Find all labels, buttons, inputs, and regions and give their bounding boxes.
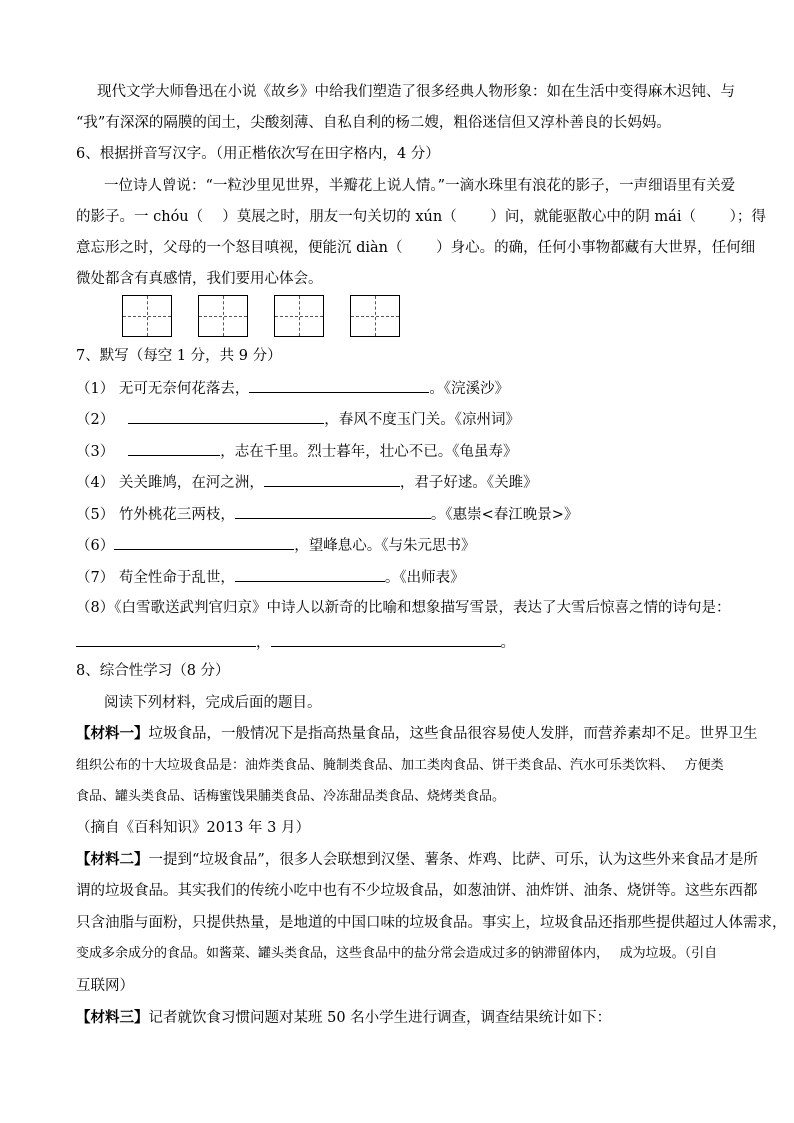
q7-item-6-suffix: ，望峰息心。《与朱元思书》 xyxy=(294,538,476,554)
q7-item-5-suffix: 。《惠崇<春江晚景>》 xyxy=(430,507,579,523)
q7-item-3-prefix: （3） xyxy=(76,444,115,460)
q7-item-5 xyxy=(76,504,578,525)
q7-item-8-answer xyxy=(76,632,515,653)
q7-item-8: （8）《白雪歌送武判官归京》中诗人以新奇的比喻和想象描写雪景，表达了大雪后惊喜之情的诗句是： xyxy=(76,600,731,616)
q7-item-8-blank-2[interactable] xyxy=(271,632,501,647)
q7-item-2-suffix: ，春风不度玉门关。《凉州词》 xyxy=(324,412,520,428)
writing-grid-box-2[interactable] xyxy=(198,295,248,337)
material-2-line-5: 互联网） xyxy=(76,978,134,994)
material-1-line-1 xyxy=(76,724,758,744)
q7-item-4-suffix: ，君子好逑。《关雎》 xyxy=(399,475,538,491)
writing-grid-box-1[interactable] xyxy=(122,295,172,337)
material-3-line-1 xyxy=(76,1008,611,1028)
material-2-label: 【材料二】 xyxy=(76,851,149,868)
material-1-text-1: 垃圾食品，一般情况下是指高热量食品，这些食品很容易使人发胖，而营养素却不足。世界卫生 xyxy=(148,726,758,742)
material-2-line-4: 变成多余成分的食品。如酱菜、罐头类食品，这些食品中的盐分常会造成过多的钠滞留体内， 成为垃圾。（引自 xyxy=(76,946,718,961)
q7-item-2-blank[interactable] xyxy=(128,409,324,424)
q6-title: 6、根据拼音写汉字。（用正楷依次写在田字格内，4 分） xyxy=(76,146,440,162)
q6-paragraph-line-4: 微处都含有真感情，我们要用心体会。 xyxy=(76,271,323,287)
q7-item-8-blank-1[interactable] xyxy=(76,632,256,647)
q7-item-8-comma: ， xyxy=(256,635,271,651)
material-1-line-2: 组织公布的十大垃圾食品是：油炸类食品、腌制类食品、加工类肉食品、饼干类食品、汽水可乐类饮料、 方便类 xyxy=(76,758,724,773)
writing-grid-box-3[interactable] xyxy=(274,295,324,337)
q7-item-6-blank[interactable] xyxy=(114,535,294,550)
q6-paragraph-line-2: 的影子。一 chóu（ ）莫展之时，朋友一句关切的 xún（ ）问，就能驱散心中的阴 mái（ ）；得 xyxy=(76,209,766,225)
q7-item-2 xyxy=(76,409,520,430)
q7-item-6 xyxy=(76,535,475,556)
q7-item-7 xyxy=(76,567,465,588)
material-3-text-1: 记者就饮食习惯问题对某班 50 名小学生进行调查，调查结果统计如下： xyxy=(148,1010,612,1026)
q7-item-7-blank[interactable] xyxy=(235,567,385,582)
q7-item-3-blank[interactable] xyxy=(128,441,220,456)
writing-grid-box-4[interactable] xyxy=(350,295,400,337)
material-2-line-1 xyxy=(76,850,758,870)
q7-item-6-prefix: （6） xyxy=(76,538,115,554)
q7-item-1-blank[interactable] xyxy=(249,378,429,393)
q7-item-3 xyxy=(76,441,517,462)
intro-line-1: 现代文学大师鲁迅在小说《故乡》中给我们塑造了很多经典人物形象：如在生活中变得麻木迟钝、与 xyxy=(97,84,735,100)
q6-paragraph-line-3: 意忘形之时，父母的一个怒目嗔视，便能沉 diàn（ ）身心。的确，任何小事物都藏有大世界，任何细 xyxy=(76,240,756,256)
q7-item-3-suffix: ，志在千里。烈士暮年，壮心不已。《龟虽寿》 xyxy=(220,444,518,460)
q7-item-1-suffix: 。《浣溪沙》 xyxy=(429,381,510,397)
q7-item-1-prefix: （1） 无可无奈何花落去， xyxy=(76,381,250,397)
intro-line-2: “我”有深深的隔膜的闰土，尖酸刻薄、自私自利的杨二嫂，粗俗迷信但又淳朴善良的长妈妈。 xyxy=(76,115,671,131)
q7-item-8-period: 。 xyxy=(500,635,515,651)
q8-title: 8、综合性学习（8 分） xyxy=(76,663,230,679)
material-1-label: 【材料一】 xyxy=(76,725,149,742)
q7-item-7-prefix: （7） 苟全性命于乱世， xyxy=(76,570,235,586)
q8-instruction: 阅读下列材料，完成后面的题目。 xyxy=(104,695,322,711)
material-2-text-1: 一提到“垃圾食品”，很多人会联想到汉堡、薯条、炸鸡、比萨、可乐，认为这些外来食品才是所 xyxy=(148,852,758,868)
q6-paragraph-line-1: 一位诗人曾说：“一粒沙里见世界，半瓣花上说人情。”一滴水珠里有浪花的影子，一声细语里有关爱 xyxy=(104,178,736,194)
q7-item-4-blank[interactable] xyxy=(264,472,400,487)
q7-item-2-prefix: （2） xyxy=(76,412,115,428)
material-2-line-3: 只含油脂与面粉，只提供热量，是地道的中国口味的垃圾食品。事实上，垃圾食品还指那些提供超过人体需求， xyxy=(76,915,787,931)
material-1-source: （摘自《百科知识》2013 年 3 月） xyxy=(76,820,310,836)
q7-item-5-prefix: （5） 竹外桃花三两枝， xyxy=(76,507,235,523)
q7-title: 7、默写（每空 1 分，共 9 分） xyxy=(76,348,282,364)
material-3-label: 【材料三】 xyxy=(76,1009,149,1026)
q7-item-1 xyxy=(76,378,509,399)
material-2-line-2: 谓的垃圾食品。其实我们的传统小吃中也有不少垃圾食品，如葱油饼、油炸饼、油条、烧饼等。这些东西都 xyxy=(76,883,758,899)
q7-item-5-blank[interactable] xyxy=(235,504,431,519)
q7-item-4 xyxy=(76,472,538,493)
material-1-line-3: 食品、罐头类食品、话梅蜜饯果脯类食品、冷冻甜品类食品、烧烤类食品。 xyxy=(76,789,506,804)
q7-item-4-prefix: （4） 关关雎鸠，在河之洲， xyxy=(76,475,264,491)
q7-item-7-suffix: 。《出师表》 xyxy=(384,570,465,586)
